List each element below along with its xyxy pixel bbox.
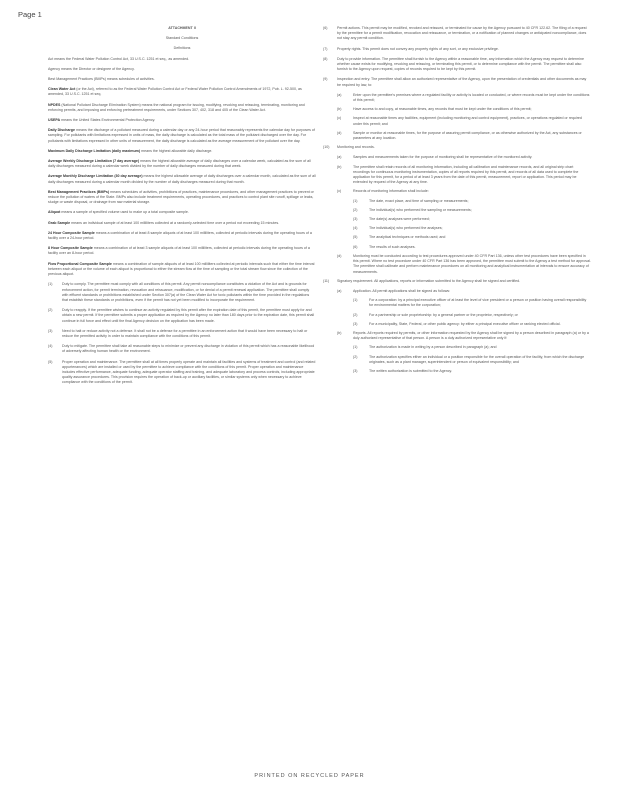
definition-term: Daily Discharge: [48, 128, 75, 133]
inspection-item-text: Have access to and copy, at reasonable times, any records that must be kept under the conditions of this permit;: [353, 107, 532, 112]
inspection-item-label: (a): [337, 92, 342, 97]
monitoring-item-text: Samples and measurements taken for the purpose of monitoring shall be representative of the monitored activity.: [353, 155, 533, 160]
record-items: [339, 199, 591, 250]
record-item-label: (3): [353, 217, 358, 222]
condition-item-text: Need to halt or reduce activity not a defense. It shall not be a defense for a permittee in an enforcement action that it would have been necessary to halt or reduce the permitted activity in order to maintain compliance with the conditions of this permit.: [62, 328, 308, 338]
monitoring-item-label: (a): [337, 155, 342, 160]
condition-item-text: Inspection and entry. The permittee shall allow an authorized representative of the Agency, upon the presentation of credentials and other documents as may be required by law, to:: [337, 77, 587, 87]
definition-paragraph: [48, 103, 316, 113]
record-item: [353, 208, 591, 213]
definition-term: Aliquot: [48, 210, 61, 215]
condition-item: [323, 26, 591, 42]
record-item-text: The individual(s) who performed the analyses;: [369, 226, 443, 231]
condition-item-text: Duty to reapply. If the permittee wishes to continue an activity regulated by this permit after the expiration date of this permit, the permittee must apply for and obtain a new permit. If the permittee submits a proper application as required by the Agency no later than 180 days prior to the expiration date, this permit shall continue in full force and effect until the final Agency decision on the application has been made.: [62, 308, 315, 323]
definition-term: Best Management Practices (BMPs): [48, 189, 110, 194]
definition-term: Maximum Daily Discharge Limitation (daily maximum): [48, 148, 141, 153]
definition-paragraph: [48, 149, 316, 154]
definition-term: Grab Sample: [48, 220, 71, 225]
monitoring-section: [323, 145, 591, 150]
monitoring-item-label: (c): [337, 189, 342, 194]
definition-text: means an individual sample of at least 100 milliliters collected at a randomly-selected time over a period not exceeding 15 minutes.: [71, 220, 280, 225]
definition-text: means a sample of specified volume used to make up a total composite sample.: [61, 210, 189, 215]
signatory-a-subitem: [353, 298, 591, 308]
signatory-b-subitem-label: (1): [353, 345, 358, 350]
record-item-text: The analytical techniques or methods used; and: [369, 235, 446, 240]
inspection-item-label: (c): [337, 116, 342, 121]
condition-item: [48, 344, 316, 354]
monitoring-d-item: [337, 254, 591, 275]
signatory-heading-label: (11): [323, 278, 330, 283]
monitoring-item: [337, 189, 591, 194]
condition-item: [48, 360, 316, 386]
definitions-heading: Definitions: [173, 46, 191, 51]
definition-text: (National Pollutant Discharge Elimination System) means the national program for issuing, modifying, revoking and reissuing, terminating, monitoring and enforcing permits, and imposing and enforcing pretreatment requirements, under Sections 307, 402, 318 and 405 of the Clean Water Act.: [48, 102, 305, 112]
definition-text: means a combination of sample aliquots of at least 100 milliliters collected at periodic intervals such that either the time interval between each aliquot or the volume of each aliquot is proportional to either the stream flow at the time of sampling or the total stream flow since the collection of the previous aliquot.: [48, 261, 315, 277]
signatory-b-subitem: [353, 355, 591, 365]
definition-term: 8 Hour Composite Sample: [48, 246, 93, 251]
condition-item-label: (4): [48, 344, 53, 349]
footer-note: PRINTED ON RECYCLED PAPER: [254, 773, 365, 779]
definition-paragraph: [48, 77, 316, 82]
condition-item: [48, 308, 316, 324]
record-item-label: (1): [353, 198, 358, 203]
signatory-section: [323, 279, 591, 284]
definition-paragraph: [48, 231, 316, 241]
condition-item-text: Property rights. This permit does not convey any property rights of any sort, or any exclusive privilege.: [337, 46, 499, 51]
definition-text: means the highest allowable average of daily discharges over a calendar week, calculated as the sum of all daily discharges measured during a calendar week divided by the number of daily discharges measured during that week.: [48, 159, 311, 169]
condition-item-label: (7): [323, 46, 328, 51]
monitoring-d: [323, 254, 591, 275]
definitions-list: [48, 57, 316, 278]
definition-paragraph: [48, 128, 316, 144]
record-item: [353, 217, 591, 222]
signatory-a-item-label: (a): [337, 288, 342, 293]
definition-text: means a combination of at least 3 sample aliquots of at least 100 milliliters, collected at periodic intervals during the operating hours of a facility over an 8-hour period.: [48, 246, 310, 256]
document-subtitle: Standard Conditions: [165, 36, 199, 41]
signatory-b-item-text: Reports. All reports required by permits, or other information requested by the Agency shall be signed by a person described in paragraph (a) or by a duly authorized representative of that person. A person is a duly authorized representative only if:: [353, 330, 589, 341]
definition-paragraph: [48, 174, 316, 184]
condition-item-label: (8): [323, 56, 328, 61]
monitoring-item-label: (b): [337, 164, 342, 169]
monitoring-d-item-label: (d): [337, 253, 342, 258]
signatory-reports: [323, 331, 591, 341]
monitoring-item: [337, 155, 591, 160]
condition-item-text: Permit actions. This permit may be modified, revoked and reissued, or terminated for cause by the Agency pursuant to 40 CFR 122.62. The filing of a request by the permittee for a permit modification, revocation and reissuance, or termination, or a notification of planned changes or anticipated noncompliance, does not stay any permit condition.: [337, 26, 587, 41]
conditions-list-left: [48, 282, 316, 385]
signatory-b-subitem: [353, 369, 591, 374]
inspection-item: [337, 107, 591, 112]
definition-paragraph: [48, 221, 316, 226]
monitoring-item-text: Records of monitoring information shall include:: [353, 189, 429, 194]
inspection-item-text: Sample or monitor at reasonable times, for the purpose of assuring permit compliance, or as otherwise authorized by the Act, any substances or parameters at any location.: [353, 130, 582, 141]
record-item-label: (6): [353, 244, 358, 249]
signatory-a-subitem: [353, 313, 591, 318]
definition-term: Clean Water Act: [48, 87, 76, 92]
record-item: [353, 226, 591, 231]
page-number: Page 1: [18, 10, 42, 19]
inspection-items: [323, 93, 591, 141]
definition-term: USEPA: [48, 118, 61, 123]
definition-text: Best Management Practices (BMPs) means schedules of activities.: [48, 77, 155, 82]
definition-text: means the discharge of a pollutant measured during a calendar day or any 24-hour period that reasonably represents the calendar day for purposes of sampling. For pollutants with limitations expressed in units of mass, the daily discharge is calculated as the total mass of the pollutant discharged over the day. For pollutants with limitations expressed in other units of measurement, the daily discharge is calculated as the average measurement of the pollutant over the day.: [48, 128, 315, 143]
definition-paragraph: [48, 262, 316, 278]
definition-term: 24 Hour Composite Sample: [48, 230, 95, 235]
condition-item: [323, 57, 591, 73]
signatory-a-subitem-label: (2): [353, 312, 358, 317]
inspection-item: [337, 116, 591, 126]
condition-item-text: Duty to mitigate. The permittee shall take all reasonable steps to minimize or prevent any discharge in violation of this permit which has a reasonable likelihood of adversely affecting human health or the environment.: [62, 344, 315, 354]
condition-item-label: (2): [48, 308, 53, 313]
record-item-label: (5): [353, 235, 358, 240]
definition-term: Average Monthly Discharge Limitation (30 day average): [48, 174, 143, 179]
signatory-a-subitem-text: For a corporation: by a principal executive officer of at least the level of vice president or a person or position having overall responsibility for environmental matters for the corporation;: [369, 298, 587, 308]
definition-text: means the highest allowable daily discharge.: [141, 148, 213, 153]
monitoring-heading-label: (10): [323, 145, 330, 150]
definition-text: Act means the Federal Water Pollution Control Act, 33 U.S.C. 1251 et seq., as amended.: [48, 56, 190, 61]
inspection-item-label: (d): [337, 130, 342, 135]
signatory-a-item: [337, 289, 591, 294]
inspection-item-text: Inspect at reasonable times any facilities, equipment (including monitoring and control equipment), practices, or operations regulated or required under this permit; and: [353, 116, 582, 126]
signatory-b-subitem-text: The authorization specifies either an individual or a position responsible for the overall operation of the facility, from which the discharge originates, such as a plant manager, superintendent or person of equivalent responsibility; and: [369, 354, 585, 364]
signatory-application-items: [339, 298, 591, 327]
signatory-b-subitem-label: (2): [353, 354, 358, 359]
definition-paragraph: [48, 118, 316, 123]
definition-paragraph: [48, 210, 316, 215]
conditions-list-right: [323, 26, 591, 88]
inspection-item: [337, 131, 591, 141]
condition-item: [323, 47, 591, 52]
record-item: [353, 245, 591, 250]
signatory-b-subitem-text: The written authorization is submitted to the Agency.: [369, 368, 453, 373]
condition-item-text: Duty to comply. The permittee must comply with all conditions of this permit. Any permit noncompliance constitutes a violation of the Act and is grounds for enforcement action, for permit termination, revocation and reissuance, modification, or for denial of a permit renewal application. The permittee shall comply with effluent standards or prohibitions established under Section 307(a) of the Clean Water Act for toxic pollutants within the time provided in the regulations that establish these standards or prohibitions, even if the permit has not yet been modified to incorporate the requirement.: [62, 282, 310, 302]
signatory-a-subitem-text: For a municipality, State, Federal, or other public agency: by either a principal executive officer or ranking elected official.: [369, 321, 561, 326]
condition-item-label: (3): [48, 328, 53, 333]
monitoring-item: [337, 165, 591, 186]
condition-item: [48, 282, 316, 303]
definition-term: Average Weekly Discharge Limitation (7 day average): [48, 159, 140, 164]
condition-item-label: (1): [48, 282, 53, 287]
monitoring-items: [323, 155, 591, 194]
attachment-title: ATTACHMENT II: [168, 26, 196, 30]
definition-text: Agency means the Director or designee of the Agency.: [48, 66, 135, 71]
signatory-b-subitem-text: The authorization is made in writing by a person described in paragraph (a); and: [369, 345, 497, 350]
signatory-heading-text: Signatory requirement. All applications, reports or information submitted to the Agency shall be signed and certified.: [337, 278, 521, 283]
monitoring-heading: [323, 145, 591, 150]
signatory-a-subitem-text: For a partnership or sole proprietorship: by a general partner or the proprietor, respectively; or: [369, 312, 518, 317]
definition-paragraph: [48, 67, 316, 72]
definition-term: NPDES: [48, 102, 61, 107]
record-item-text: The results of such analyses.: [369, 244, 416, 249]
record-item-text: The date, exact place, and time of sampling or measurements;: [369, 198, 469, 203]
monitoring-heading-text: Monitoring and records.: [337, 145, 375, 150]
definition-paragraph: [48, 159, 316, 169]
definition-paragraph: [48, 190, 316, 206]
inspection-item: [337, 93, 591, 103]
condition-item-label: (6): [323, 26, 328, 30]
condition-item: [323, 77, 591, 87]
condition-item: [48, 329, 316, 339]
definition-paragraph: [48, 57, 316, 62]
condition-item-text: Duty to provide information. The permittee shall furnish to the Agency within a reasonable time, any information which the Agency may request to determine whether cause exists for modifying, revoking and reissuing, or terminating this permit, or to determine compliance with the permit. The permittee shall also furnish to the Agency upon request, copies of records required to be kept by this permit.: [337, 56, 585, 72]
signatory-a-subitem-label: (1): [353, 298, 358, 303]
record-item: [353, 235, 591, 240]
condition-item-label: (9): [323, 77, 328, 82]
record-item-text: The date(s) analyses were performed;: [369, 217, 430, 222]
condition-item-text: Proper operation and maintenance. The permittee shall at all times properly operate and maintain all facilities and systems of treatment and control (and related appurtenances) which are installed or used by the permittee to achieve compliance with the conditions of this permit. Proper operation and maintenance includes effective performance, adequate funding, adequate operator staffing and training, and adequate laboratory and process controls, including appropriate quality assurance procedures. This provision requires the operation of back-up or auxiliary facilities, or similar systems only when necessary to achieve compliance with the conditions of the permit.: [62, 359, 316, 385]
record-item-label: (4): [353, 226, 358, 231]
signatory-application: [323, 289, 591, 294]
definition-text: means schedules of activities, prohibitions of practices, maintenance procedures, and other management practices to prevent or reduce the pollution of waters of the State. BMPs also include treatment requirements, operating procedures, and practices to control plant site runoff, spillage or leaks, sludge or waste disposal, or drainage from raw material storage.: [48, 189, 314, 205]
condition-item-label: (5): [48, 359, 53, 364]
signatory-b-subitem-label: (3): [353, 368, 358, 373]
definition-text: means the highest allowable average of daily discharges over a calendar month, calculated as the sum of all daily discharges measured during a calendar month divided by the number of daily discharges measured during that month.: [48, 174, 316, 184]
left-column: [48, 26, 316, 391]
definition-term: Flow Proportional Composite Sample: [48, 261, 112, 266]
monitoring-item-text: The permittee shall retain records of all monitoring information, including all calibration and maintenance records, and all original strip chart recordings for continuous monitoring instrumentation, copies of all reports required by this permit, and records of all data used to complete the application for this permit, for a period of at least 3 years from the date of this permit, measurement, report or application. This period may be extended by request of the Agency at any time.: [353, 164, 579, 185]
record-item-text: The individual(s) who performed the sampling or measurements;: [369, 207, 472, 212]
definition-paragraph: [48, 87, 316, 97]
signatory-a-item-text: Application. All permit applications shall be signed as follows:: [353, 288, 451, 293]
monitoring-d-item-text: Monitoring must be conducted according to test procedures approved under 40 CFR Part 136, unless other test procedures have been specified in this permit. Where no test procedure under 40 CFR Part 136 has been approved, the permittee must submit to the Agency a test method for approval. The permittee shall calibrate and perform maintenance procedures on all monitoring and analytical instrumentation at intervals to ensure accuracy of measurements.: [353, 253, 591, 274]
right-column: [323, 26, 591, 378]
inspection-item-label: (b): [337, 107, 342, 112]
signatory-b-subitem: [353, 345, 591, 350]
record-item-label: (2): [353, 207, 358, 212]
signatory-a-subitem-label: (3): [353, 321, 358, 326]
signatory-a-subitem: [353, 322, 591, 327]
signatory-b-item-label: (b): [337, 330, 342, 335]
signatory-heading: [323, 279, 591, 284]
definition-paragraph: [48, 246, 316, 256]
record-item: [353, 199, 591, 204]
definition-text: means the United States Environmental Protection Agency.: [61, 118, 156, 123]
definition-text: means a combination of at least 8 sample aliquots of at least 100 milliliters, collected at periodic intervals during the operating hours of a facility over a 24-hour period.: [48, 230, 312, 241]
definition-text: (or the Act), referred to as the Federal Water Pollution Control Act or Federal Water Pollution Control Amendments of 1972, Pub. L. 92-500, as amended, 33 U.S.C. 1251 et seq.: [48, 87, 302, 97]
inspection-item-text: Enter upon the permittee's premises where a regulated facility or activity is located or conducted, or where records must be kept under the conditions of this permit;: [353, 92, 590, 103]
signatory-reports-items: [339, 345, 591, 374]
signatory-b-item: [337, 331, 591, 341]
